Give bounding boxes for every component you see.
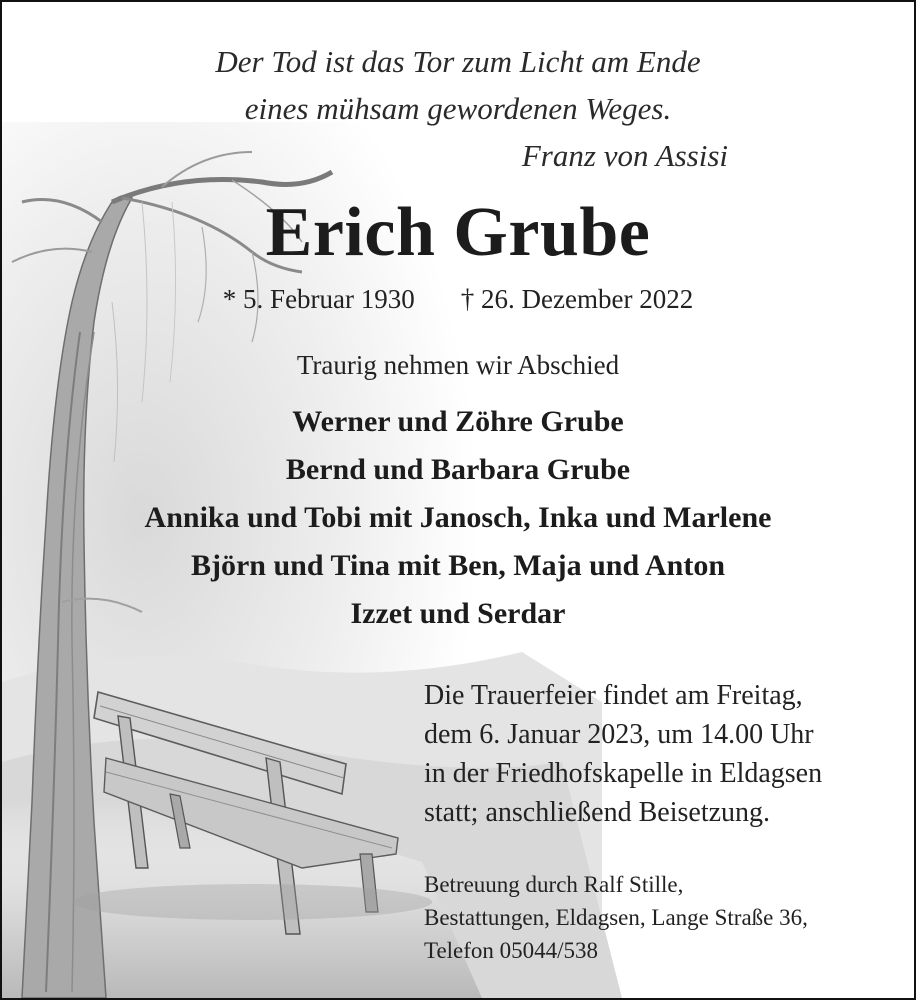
- quote-line: eines mühsam gewordenen Weges.: [244, 91, 672, 126]
- service-line: statt; anschließend Beisetzung.: [424, 797, 771, 828]
- funeral-service-info: [424, 676, 904, 832]
- family-line: Björn und Tina mit Ben, Maja und Anton: [190, 549, 726, 582]
- service-line: in der Friedhofskapelle in Eldagsen: [424, 758, 823, 789]
- undertaker-line: Betreuung durch Ralf Stille,: [424, 872, 684, 897]
- family-line: Annika und Tobi mit Janosch, Inka und Marlene: [144, 501, 772, 534]
- family-line: Bernd und Barbara Grube: [285, 453, 631, 486]
- death-date: † 26. Dezember 2022: [460, 284, 694, 314]
- quote-block: [2, 38, 914, 179]
- quote-author: Franz von Assisi: [521, 138, 728, 173]
- quote-line: Der Tod ist das Tor zum Licht am Ende: [215, 44, 701, 79]
- deceased-name: Erich Grube: [265, 194, 651, 271]
- life-dates: [2, 282, 914, 316]
- undertaker-info: [424, 868, 904, 967]
- service-line: dem 6. Januar 2023, um 14.00 Uhr: [424, 719, 814, 750]
- family-list: [2, 398, 914, 638]
- service-line: Die Trauerfeier findet am Freitag,: [424, 680, 803, 711]
- birth-date: * 5. Februar 1930: [222, 284, 415, 314]
- farewell-text: Traurig nehmen wir Abschied: [296, 350, 620, 380]
- undertaker-line: Bestattungen, Eldagsen, Lange Straße 36,: [424, 905, 808, 930]
- family-line: Izzet und Serdar: [350, 597, 566, 630]
- family-line: Werner und Zöhre Grube: [292, 405, 624, 438]
- undertaker-phone: Telefon 05044/538: [424, 938, 599, 963]
